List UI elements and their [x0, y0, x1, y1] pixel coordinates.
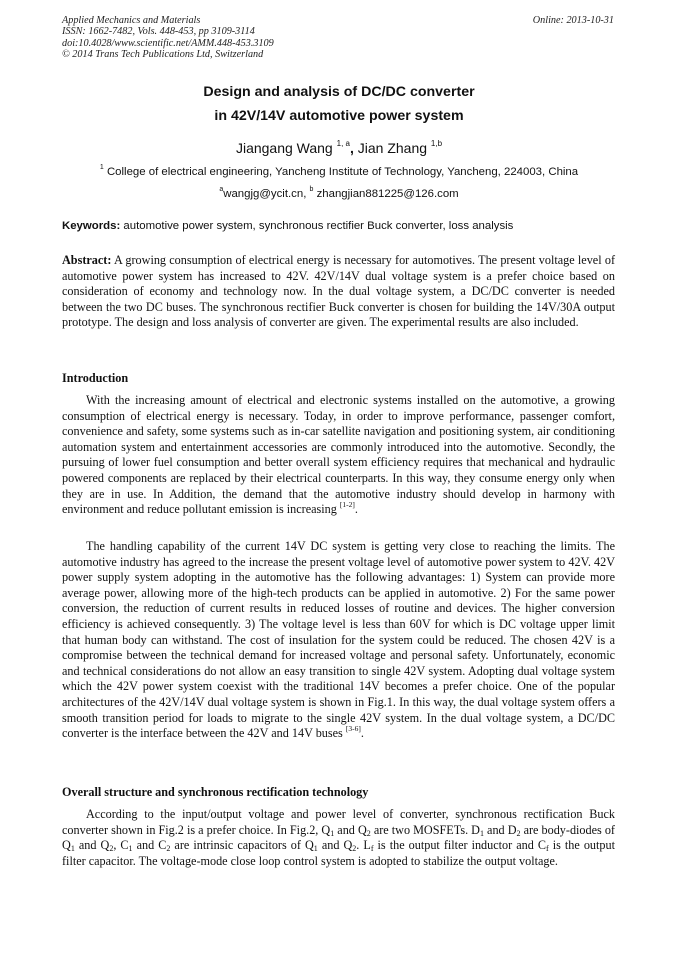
author-superscript: 1,b	[430, 139, 443, 148]
abstract	[62, 253, 615, 331]
subscript: 2	[366, 828, 371, 838]
author-list	[0, 139, 678, 156]
overall-paragraph-1	[62, 807, 615, 869]
text-run: are two MOSFETs. D	[370, 822, 480, 837]
subscript: 2	[109, 844, 114, 854]
subscript: f	[546, 844, 549, 854]
citation-ref[interactable]: [3-6]	[345, 724, 361, 734]
text-run: are intrinsic capacitors of Q	[170, 838, 314, 853]
affiliation-number: 1	[99, 164, 104, 171]
text-run: and Q	[74, 838, 110, 853]
section-heading-introduction: Introduction	[62, 371, 129, 385]
text-run: are body-diodes of Q	[62, 822, 615, 853]
subscript: 2	[166, 844, 171, 854]
author-separator: ,	[349, 140, 354, 156]
subscript: 1	[330, 828, 335, 838]
journal-header	[62, 15, 618, 61]
subscript: f	[370, 844, 374, 854]
author-name: Jian Zhang	[357, 140, 428, 156]
author-name: Jiangang Wang	[235, 140, 333, 156]
text-run: . L	[356, 838, 371, 853]
email-link[interactable]: wangjg@ycit.cn,	[223, 188, 307, 200]
paragraph-end: .	[360, 726, 364, 741]
subscript: 1	[479, 828, 484, 838]
text-run: According to the input/output voltage and power level of converter, synchronous rectification Buck converter shown in Fig.2 is a prefer choice. In Fig.2, Q	[62, 807, 615, 837]
email-link[interactable]: zhangjian881225@126.com	[316, 188, 459, 200]
subscript: 2	[516, 828, 521, 838]
paragraph-text: With the increasing amount of electrical and electronic systems installed on the automotive, a growing consumption of electrical energy is necessary. Today, in order to improve performance, passenger comfort, convenience and safety, some systems such as in-car satellite navigation and positioning system, air conditioning automation system and entertainment accessories are commonly introduced into the automotive. Secondly, the pursuing of lower fuel consumption and better overall system efficiency requires that mechanical and hydraulic powered components are replaced by their electrical counterparts. In this way, they consume energy only when they are in use. In Addition, the demand that the automotive industry should develop in harmony with environment and reduce pollutant emission is increasing	[62, 393, 615, 517]
abstract-text: A growing consumption of electrical energy is necessary for automotives. The present voltage level of automotive power system has increased to 42V. 42V/14V dual voltage system is a prefer choice based on consideration of economy and technology now. In the dual voltage system, a DC/DC converter is needed between the two DC buses. The synchronous rectifier Buck converter is chosen for building the 14V/30A output prototype. The design and loss analysis of converter are given. The experimental results are also included.	[62, 253, 616, 330]
text-run: is the output filter capacitor. The voltage-mode close loop control system is adopted to stabilize the output voltage.	[62, 838, 615, 868]
text-run: and D	[483, 822, 517, 837]
text-run: and Q	[317, 838, 353, 853]
paragraph-text: The handling capability of the current 14V DC system is getting very close to reaching the limits. The automotive industry has agreed to the increase the present voltage level of automotive power system to 42V. 42V power supply system adopting in the automotive has the following advantages: 1) System can provide more average power, allowing more of the high-tech products can be applied in automotive. 2) For the same power conversion, the reduction of current results in reduced losses of routine and devices. The higher conversion efficiency is achieved consequently. 3) The voltage level is less than 60V for which is DC voltage upper limit that human body can withstand. The cost of insulation for the system could be reduced. The chosen 42V is a compromise between the technical demand for increased voltage and personal safety. Unfortunately, economic and technical considerations do not allow an easy transition to single 42V system. Adopting dual voltage system which the 42V power system coexist with the traditional 14V becomes a prefer choice. One of the popular architectures of the 42V/14V dual voltage system is shown in Fig.1. In this way, the dual voltage system offers a smooth transition period for loads to migrate to the single 42V system. In the dual voltage system, a DC/DC converter is the interface between the 42V and 14V buses	[62, 539, 615, 741]
issn-line: ISSN: 1662-7482, Vols. 448-453, pp 3109-3114	[62, 26, 255, 38]
paper-title-line2: in 42V/14V automotive power system	[214, 108, 464, 124]
intro-paragraph-1	[62, 393, 615, 518]
paragraph-end: .	[354, 502, 358, 517]
affiliation-text: College of electrical engineering, Yancheng Institute of Technology, Yancheng, 224003, China	[106, 166, 579, 178]
subscript: 1	[70, 844, 75, 854]
email-superscript: a	[219, 186, 224, 193]
subscript: 2	[352, 844, 357, 854]
keywords-label: Keywords:	[62, 220, 121, 232]
text-run: and C	[132, 838, 167, 853]
email-superscript: b	[309, 186, 314, 193]
abstract-label: Abstract:	[62, 253, 112, 267]
keywords	[62, 220, 618, 232]
online-date: Online: 2013-10-31	[532, 15, 614, 26]
author-superscript: 1, a	[336, 139, 350, 148]
citation-ref[interactable]: [1-2]	[339, 500, 355, 510]
subscript: 1	[313, 844, 318, 854]
intro-paragraph-2	[62, 539, 615, 742]
section-heading-overall-structure: Overall structure and synchronous rectification technology	[62, 785, 369, 799]
text-run: is the output filter inductor and C	[373, 838, 547, 853]
author-emails	[0, 186, 678, 200]
journal-name: Applied Mechanics and Materials	[62, 15, 201, 26]
subscript: 1	[128, 844, 133, 854]
copyright-line: © 2014 Trans Tech Publications Ltd, Switzerland	[62, 49, 264, 61]
affiliation	[0, 164, 678, 178]
paper-title-line1: Design and analysis of DC/DC converter	[203, 84, 475, 100]
text-run: , C	[113, 838, 129, 853]
text-run: and Q	[334, 822, 367, 837]
keywords-text: automotive power system, synchronous rectifier Buck converter, loss analysis	[123, 220, 514, 232]
doi-line[interactable]: doi:10.4028/www.scientific.net/AMM.448-453.3109	[62, 37, 274, 49]
